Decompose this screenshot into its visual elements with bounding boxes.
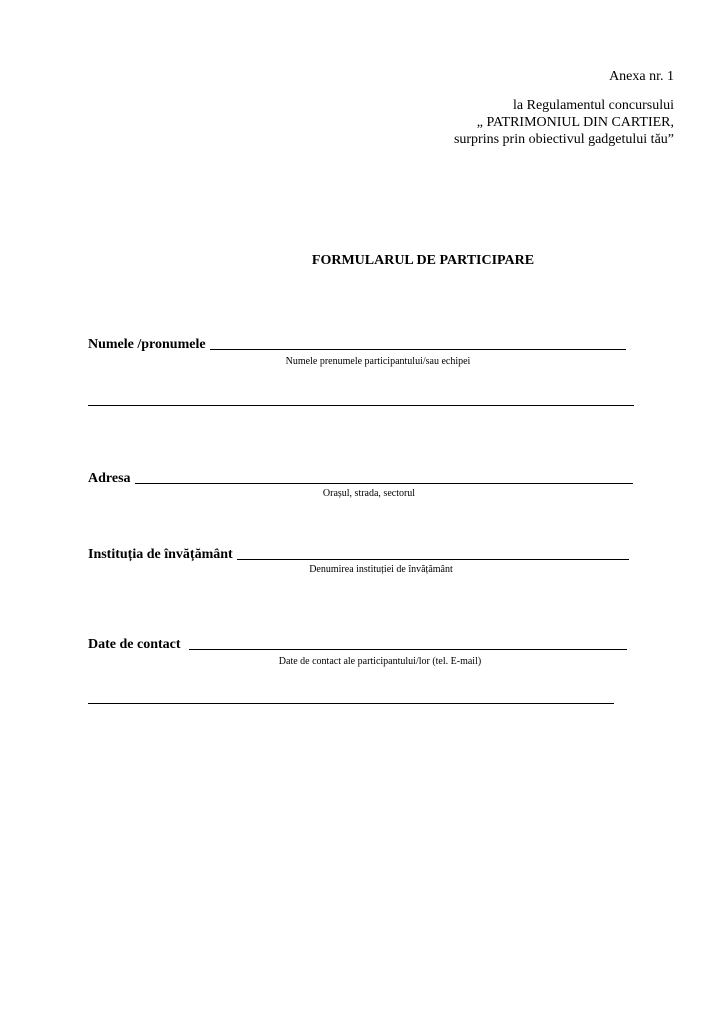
name-field-label: Numele /pronumele xyxy=(88,337,206,352)
form-title: FORMULARUL DE PARTICIPARE xyxy=(311,253,535,268)
annex-regulation-line: la Regulamentul concursului xyxy=(513,98,674,113)
annex-contest-name-line: „ PATRIMONIUL DIN CARTIER, xyxy=(476,115,674,130)
institution-field-label: Instituția de învățământ xyxy=(88,547,233,562)
contact-field xyxy=(88,636,627,653)
name-field xyxy=(88,336,626,353)
institution-field xyxy=(88,546,629,563)
contact-field-label: Date de contact xyxy=(88,637,181,652)
address-field-hint: Orașul, strada, sectorul xyxy=(322,488,416,499)
annex-contest-subtitle-line: surprins prin obiectivul gadgetului tău” xyxy=(453,132,674,147)
annex-number: Anexa nr. 1 xyxy=(609,69,674,84)
contact-field-hint: Date de contact ale participantului/lor (tel. E-mail) xyxy=(278,656,482,667)
contact-input-line[interactable] xyxy=(189,637,627,650)
address-input-line[interactable] xyxy=(135,471,633,484)
name-continuation-line[interactable] xyxy=(88,405,634,406)
annex-header xyxy=(454,68,674,148)
institution-input-line[interactable] xyxy=(237,547,629,560)
institution-field-hint: Denumirea instituției de învățământ xyxy=(309,564,453,575)
address-field xyxy=(88,470,633,487)
name-input-line[interactable] xyxy=(210,337,626,350)
contact-continuation-line[interactable] xyxy=(88,703,614,704)
name-field-hint: Numele prenumele participantului/sau echipei xyxy=(285,356,471,367)
address-field-label: Adresa xyxy=(88,471,131,486)
